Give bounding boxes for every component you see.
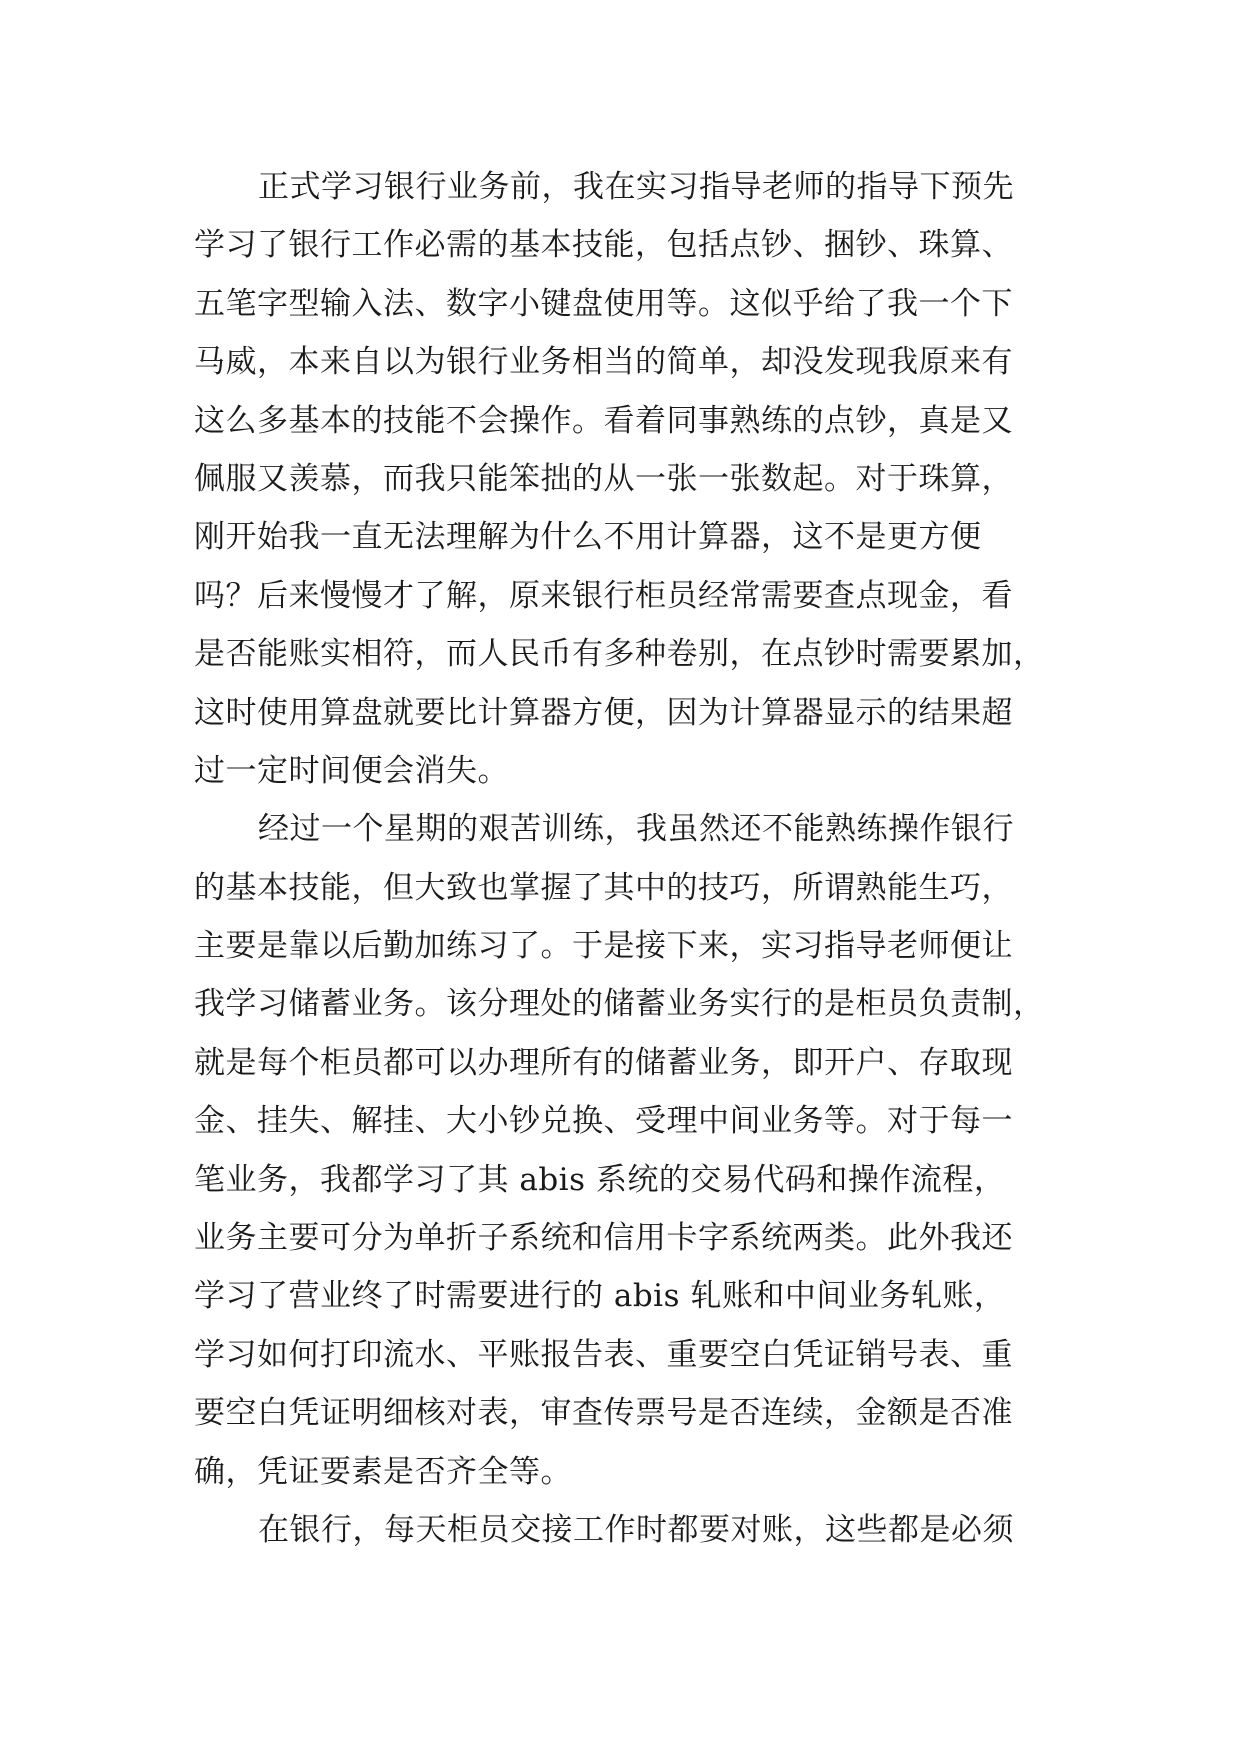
text-line: 笔业务，我都学习了其 abis 系统的交易代码和操作流程， <box>194 1161 1006 1198</box>
text-line: 的基本技能，但大致也掌握了其中的技巧，所谓熟能生巧， <box>194 869 1013 906</box>
text-line: 学习了银行工作必需的基本技能，包括点钞、捆钞、珠算、 <box>194 227 1013 264</box>
text-line: 学习了营业终了时需要进行的 abis 轧账和中间业务轧账， <box>194 1278 1006 1315</box>
text-line: 这时使用算盘就要比计算器方便，因为计算器显示的结果超 <box>194 694 1013 731</box>
text-line: 五笔字型输入法、数字小键盘使用等。这似乎给了我一个下 <box>194 285 1013 322</box>
text-line: 是否能账实相符，而人民币有多种卷别，在点钞时需要累加， <box>194 636 1045 673</box>
text-line: 学习如何打印流水、平账报告表、重要空白凭证销号表、重 <box>194 1336 1013 1373</box>
paragraph-first-line: 在银行，每天柜员交接工作时都要对账，这些都是必须 <box>258 1511 1014 1548</box>
text-line: 我学习储蓄业务。该分理处的储蓄业务实行的是柜员负责制， <box>194 986 1045 1023</box>
text-line: 过一定时间便会消失。 <box>194 752 509 789</box>
text-line: 刚开始我一直无法理解为什么不用计算器，这不是更方便 <box>194 519 982 556</box>
text-line: 主要是靠以后勤加练习了。于是接下来，实习指导老师便让 <box>194 928 1013 965</box>
text-line: 马威，本来自以为银行业务相当的简单，却没发现我原来有 <box>194 344 1013 381</box>
text-line: 就是每个柜员都可以办理所有的储蓄业务，即开户、存取现 <box>194 1044 1013 1081</box>
paragraph-first-line: 经过一个星期的艰苦训练，我虽然还不能熟练操作银行 <box>258 811 1014 848</box>
text-line: 佩服又羡慕，而我只能笨拙的从一张一张数起。对于珠算， <box>194 460 1013 497</box>
text-line: 金、挂失、解挂、大小钞兑换、受理中间业务等。对于每一 <box>194 1103 1013 1140</box>
text-line: 这么多基本的技能不会操作。看着同事熟练的点钞，真是又 <box>194 402 1013 439</box>
text-line: 吗？后来慢慢才了解，原来银行柜员经常需要查点现金，看 <box>194 577 1013 614</box>
text-line: 要空白凭证明细核对表，审查传票号是否连续，金额是否准 <box>194 1395 1013 1432</box>
text-line: 确，凭证要素是否齐全等。 <box>194 1453 572 1490</box>
document-body <box>194 158 1054 1559</box>
paragraph-first-line: 正式学习银行业务前，我在实习指导老师的指导下预先 <box>258 169 1014 205</box>
text-line: 业务主要可分为单折子系统和信用卡字系统两类。此外我还 <box>194 1220 1013 1257</box>
